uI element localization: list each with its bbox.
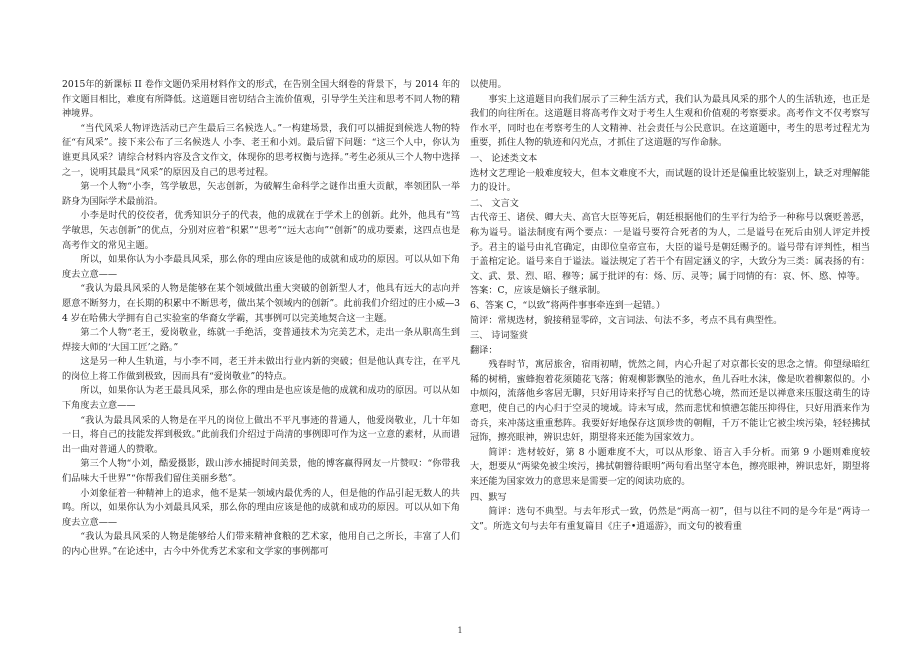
- section-heading: 二、 文言文: [470, 197, 519, 209]
- left-paragraph: 2015年的新课标 II 卷作文题仍采用材料作文的形式，在告别全国大纲卷的背景下，与 2014 年的作文题目相比，难度有所降低。这道题目密切结合主流价值观，引导学生关注和思考不同人物的精神境界。: [62, 79, 460, 120]
- section-heading: 三、 诗词鉴赏: [470, 330, 529, 342]
- left-paragraph: 小刘象征着一种精神上的追求，他不是某一领域内最优秀的人，但是他的作品引起无数人的共鸣。所以，如果你认为小刘最具风采，那么你的理由应该是他的成就和成功的原因。可以从如下角度去立意——: [62, 487, 460, 528]
- section-heading: 四、默写: [470, 491, 507, 503]
- left-paragraph: 第一个人物“小李，笃学敏思，矢志创新，为破解生命科学之谜作出重大贡献，率领团队一举跻身为国际学术最前沿。: [62, 181, 460, 207]
- right-paragraph: 残春时节，寓居旅舍，宿雨初晴，恍然之间，内心升起了对京都长安的思念之情。仰望绿暗红稀的树梢，蜜蜂抱着花须随花飞落；俯观柳影飘坠的池水，鱼儿吞吐水沫，像是吹着柳絮似的。小中烦闷，流落他乡客居无聊，只好用诗来抒写自己的忧愁心境，然而还是以禅意来压服这萌生的诗意吧，使自己的内心归于空灵的境域。诗末写成，然而悲忧和愤懑怎能压抑得住，只好用酒来作为奇兵，来冲荡这重重愁阵。我要好好地保存这顶珍贵的朝帽，千万不能让它被尘埃污染，轻轻拂拭冠饰，擦亮眼神，辨识忠奸，期望将来还能为国家效力。: [470, 359, 870, 444]
- left-paragraph: 所以，如果你认为小李最具风采，那么你的理由应该是他的成就和成功的原因。可以从如下角度去立意——: [62, 254, 460, 280]
- left-paragraph: “我认为最具风采的人物是能够在某个领域做出重大突破的创新型人才，他具有远大的志向并愿意不断努力，在长期的积累中不断思考，做出某个领域内的创新”。此前我们介绍过的庄小威—34 岁在哈佛大学拥有自己实验室的华裔女学霸，其事例可以完美地契合这一主题。: [62, 283, 460, 324]
- left-paragraph: 第三个人物“小刘，酷爱摄影，跋山涉水捕捉时间美景，他的博客赢得网友一片赞叹：“你带我们品味大千世界”“你帮我们留住美丽乡愁”。: [62, 458, 460, 485]
- right-paragraph: 答案：C，应该是嫡长子继承制。: [470, 285, 606, 297]
- left-paragraph: “当代风采人物评选活动已产生最后三名候选人。”一构建场景，我们可以捕捉到候选人物的特征“有风采”。接下来公布了三名候选人 小李、老王和小刘。最后留下问题：“这三个人中，你认为谁更具风采？请综合材料内容及含文作文，体现你的思考权衡与选择。”考生必须从三个人物中选择之一，说明其最具“风采”的原因及自己的思考过程。: [62, 122, 460, 178]
- left-paragraph: “我认为最具风采的人物是能够给人们带来精神食粮的艺术家，他用自己之所长，丰富了人们的内心世界。”在论述中，古今中外优秀艺术家和文学家的事例都可: [62, 531, 460, 557]
- right-column: [470, 78, 870, 534]
- right-paragraph: 选材文艺理论一般难度较大，但本文难度不大，而试题的设计还是偏重比较鉴别上，缺乏对理解能力的设计。: [470, 167, 870, 194]
- right-paragraph: 古代帝王、诸侯、卿大夫、高官大臣等死后，朝廷根据他们的生平行为给予一种称号以褒贬善恶，称为谥号。谥法制度有两个要点：一是谥号要符合死者的为人，二是谥号在死后由别人评定并授予。君主的谥号由礼官确定，由即位皇帝宣布，大臣的谥号是朝廷赐予的。谥号带有评判性，相当于盖棺定论。谥号来自于谥法。谥法规定了若干个有固定涵义的字，大致分为三类：属表扬的有：文、武、景、烈、昭、穆等；属于批评的有：炀、厉、灵等；属于同情的有：哀、怀、愍、悼等。: [470, 212, 870, 282]
- right-paragraph: 简评：选句不典型。与去年形式一致，仍然是“两高一初”，但与以往不同的是今年是“两诗一文”。所选文句与去年有重复篇目《庄子•逍遥游》，而文句的被看重: [470, 506, 870, 532]
- right-paragraph: 简评：常规选材，貌接稍显零碎，文言词法、句法不多，考点不具有典型性。: [470, 314, 783, 326]
- left-paragraph: 小李是时代的佼佼者，优秀知识分子的代表，他的成就在于学术上的创新。此外，他具有“笃学敏思，矢志创新”的优点，分别对应着“积累”“思考”“远大志向”“创新”的成功要素，这四点也是高考作文的常见主题。: [62, 210, 460, 251]
- section-heading: 一、 论述类文本: [470, 152, 538, 164]
- left-column: [62, 78, 460, 560]
- left-paragraph: 第二个人物“老王，爱岗敬业，练就一手绝活，变普通技术为完美艺术，走出一条从职高生到焊接大师的‘大国工匠’之路。”: [62, 327, 460, 353]
- right-paragraph: 翻译：: [470, 344, 498, 356]
- left-paragraph: “我认为最具风采的人物是在平凡的岗位上做出不平凡事迹的普通人，他爱岗敬业，几十年如一日，将自己的技能发挥到极致。”此前我们介绍过于尚清的事例即可作为这一立意的素材，从而谱出一曲对普通人的赞歌。: [62, 414, 460, 455]
- left-paragraph: 这是另一种人生轨道，与小李不同，老王并未做出行业内新的突破；但是他认真专注，在平凡的岗位上将工作做到极致，因而具有“爱岗敬业”的特点。: [62, 356, 460, 382]
- right-paragraph: 简评：选材较好，第 8 小题难度不大，可以从形象、语言入手分析。而第 9 小题则难度较大，想要从“两梁免被尘埃污，拂拭朝簪待眼明”两句看出坚守本色，擦亮眼神，辨识忠奸，期望将来还能为国家效力的意思来是需要一定的阅读功底的。: [470, 446, 870, 488]
- right-paragraph: 以使用。: [470, 79, 507, 90]
- page-number: 1: [457, 626, 463, 635]
- right-paragraph: 6、答案 C，“以致”将两件事事牵连到一起错。）: [470, 299, 666, 311]
- right-paragraph: 事实上这道题目向我们展示了三种生活方式，我们认为最具风采的那个人的生活轨迹，也正是我们的向往所在。这道题目将高考作文对于考生人生观和价值观的考察要求。高考作文不仅考察写作水平，同时也在考察考生的人文精神、社会责任与公民意识。在这道题中，考生的思考过程尤为重要，抓住人物的轨迹和闪光点，才抓住了这道题的写作命脉。: [470, 93, 870, 149]
- left-paragraph: 所以，如果你认为老王最具风采，那么你的理由是也应该是他的成就和成功的原因。可以从如下角度去立意——: [62, 385, 460, 412]
